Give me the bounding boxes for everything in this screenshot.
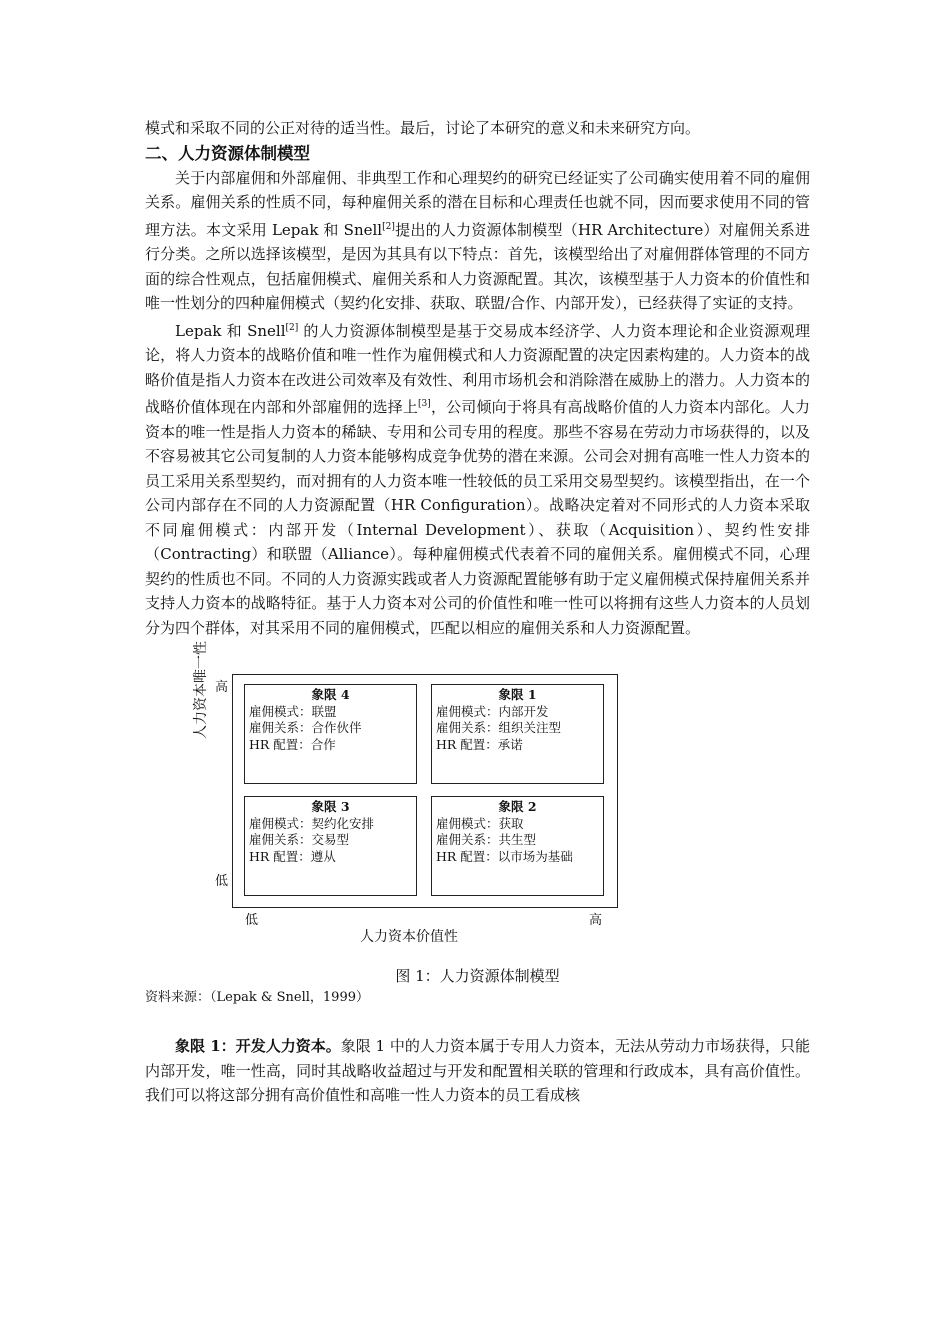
figure-source: 资料来源：（Lepak & Snell，1999）	[145, 990, 369, 1005]
x-axis-label: 人力资本价值性	[360, 929, 458, 945]
quadrant-1-hr: HR 配置：承诺	[436, 736, 523, 752]
quadrant-2-relation: 雇佣关系：共生型	[436, 832, 537, 847]
quadrant-3-mode: 雇佣模式：契约化安排	[249, 815, 375, 831]
x-high-label: 高	[589, 913, 603, 928]
quadrant-4-relation: 雇佣关系：合作伙伴	[249, 720, 362, 735]
quadrant-1-title: 象限 1	[498, 687, 537, 702]
paragraph-2-text-b: 的人力资源体制模型是基于交易成本经济学、人力资本理论和企业资源观理论，将人力资本的战略价值和唯一性作为雇佣模式和人力资源配置的决定因素构建的。人力资本的战略价值是指人力资本在改进公司效率及有效性、利用市场机会和消除潜在威胁上的潜力。人力资本的战略价值体现在内部和外部雇佣的选择上	[145, 321, 810, 416]
quadrant-1-mode: 雇佣模式：内部开发	[436, 703, 549, 719]
quadrant-4	[244, 684, 417, 784]
hr-architecture-figure	[145, 640, 810, 960]
paragraph-1-text-b: 提出的人力资源体制模型（HR Architecture）对雇佣关系进行分类。之所以选择该模型，是因为其具有以下特点：首先，该模型给出了对雇佣群体管理的不同方面的综合性观点，包括雇佣模式、雇佣关系和人力资源配置。其次，该模型基于人力资本的价值性和唯一性划分的四种雇佣模式（契约化安排、获取、联盟/合作、内部开发），已经获得了实证的支持。	[145, 220, 810, 312]
y-high-label: 高	[215, 680, 229, 695]
citation-2b: [2]	[285, 322, 299, 333]
paragraph-2-text-a: Lepak 和 Snell	[175, 321, 286, 340]
citation-2: [2]	[382, 221, 395, 232]
figure-caption: 图 1：人力资源体制模型	[395, 967, 560, 985]
paragraph-1-text-a: 关于内部雇佣和外部雇佣、非典型工作和心理契约的研究已经证实了公司确实使用着不同的雇佣关系。雇佣关系的性质不同，每种雇佣关系的潜在目标和心理责任也就不同，因而要求使用不同的管理方法。本文采用 Lepak 和 Snell	[145, 168, 810, 239]
y-low-label: 低	[215, 874, 229, 889]
paragraph-1	[145, 166, 810, 316]
quadrant-3	[244, 796, 417, 896]
paragraph-2	[145, 316, 810, 641]
citation-3: [3]	[418, 399, 431, 409]
quadrant-1-relation: 雇佣关系：组织关注型	[436, 720, 562, 735]
quadrant-3-hr: HR 配置：遵从	[249, 848, 336, 864]
quadrant-2-title: 象限 2	[498, 799, 537, 814]
quadrant-2-mode: 雇佣模式：获取	[436, 815, 524, 831]
quadrant-4-hr: HR 配置：合作	[249, 736, 336, 752]
paragraph-intro-end: 模式和采取不同的公正对待的适当性。最后，讨论了本研究的意义和未来研究方向。	[145, 119, 701, 137]
document-page	[145, 116, 810, 1108]
quadrant-3-relation: 雇佣关系：交易型	[249, 832, 350, 847]
paragraph-3	[145, 1034, 810, 1108]
paragraph-3-text: 象限 1 中的人力资本属于专用人力资本，无法从劳动力市场获得，只能内部开发，唯一性高，同时其战略收益超过与开发和配置相关联的管理和行政成本，具有高价值性。我们可以将这部分拥有高价值性和高唯一性人力资本的员工看成核	[145, 1037, 810, 1104]
quadrant-2	[431, 796, 604, 896]
paragraph-2-text-c: ，公司倾向于将具有高战略价值的人力资本内部化。人力资本的唯一性是指人力资本的稀缺、专用和公司专用的程度。那些不容易在劳动力市场获得的，以及不容易被其它公司复制的人力资本能够构成竞争优势的潜在来源。公司会对拥有高唯一性人力资本的员工采用关系型契约，而对拥有的人力资本唯一性较低的员工采用交易型契约。该模型指出，在一个公司内部存在不同的人力资源配置（HR Configuration）。战略决定着对不同形式的人力资本采取不同雇佣模式：内部开发（Internal Development）、获取（Acquisition）、契约性安排（Contracting）和联盟（Alliance）。每种雇佣模式代表着不同的雇佣关系。雇佣模式不同，心理契约的性质也不同。不同的人力资源实践或者人力资源配置能够有助于定义雇佣模式保持雇佣关系并支持人力资本的战略特征。基于人力资本对公司的价值性和唯一性可以将拥有这些人力资本的人员划分为四个群体，对其采用不同的雇佣模式，匹配以相应的雇佣关系和人力资源配置。	[145, 398, 810, 637]
quadrant-4-mode: 雇佣模式：联盟	[249, 703, 337, 719]
figure-frame	[232, 674, 618, 908]
quadrant-2-hr: HR 配置：以市场为基础	[436, 848, 573, 864]
y-axis-label: 人力资本唯一性	[193, 641, 209, 739]
section-heading: 二、人力资源体制模型	[145, 143, 310, 163]
quadrant-1	[431, 684, 604, 784]
quadrant-4-title: 象限 4	[311, 687, 350, 702]
x-low-label: 低	[245, 913, 259, 928]
quadrant-3-title: 象限 3	[311, 799, 350, 814]
quadrant-1-heading: 象限 1：开发人力资本。	[175, 1037, 341, 1055]
